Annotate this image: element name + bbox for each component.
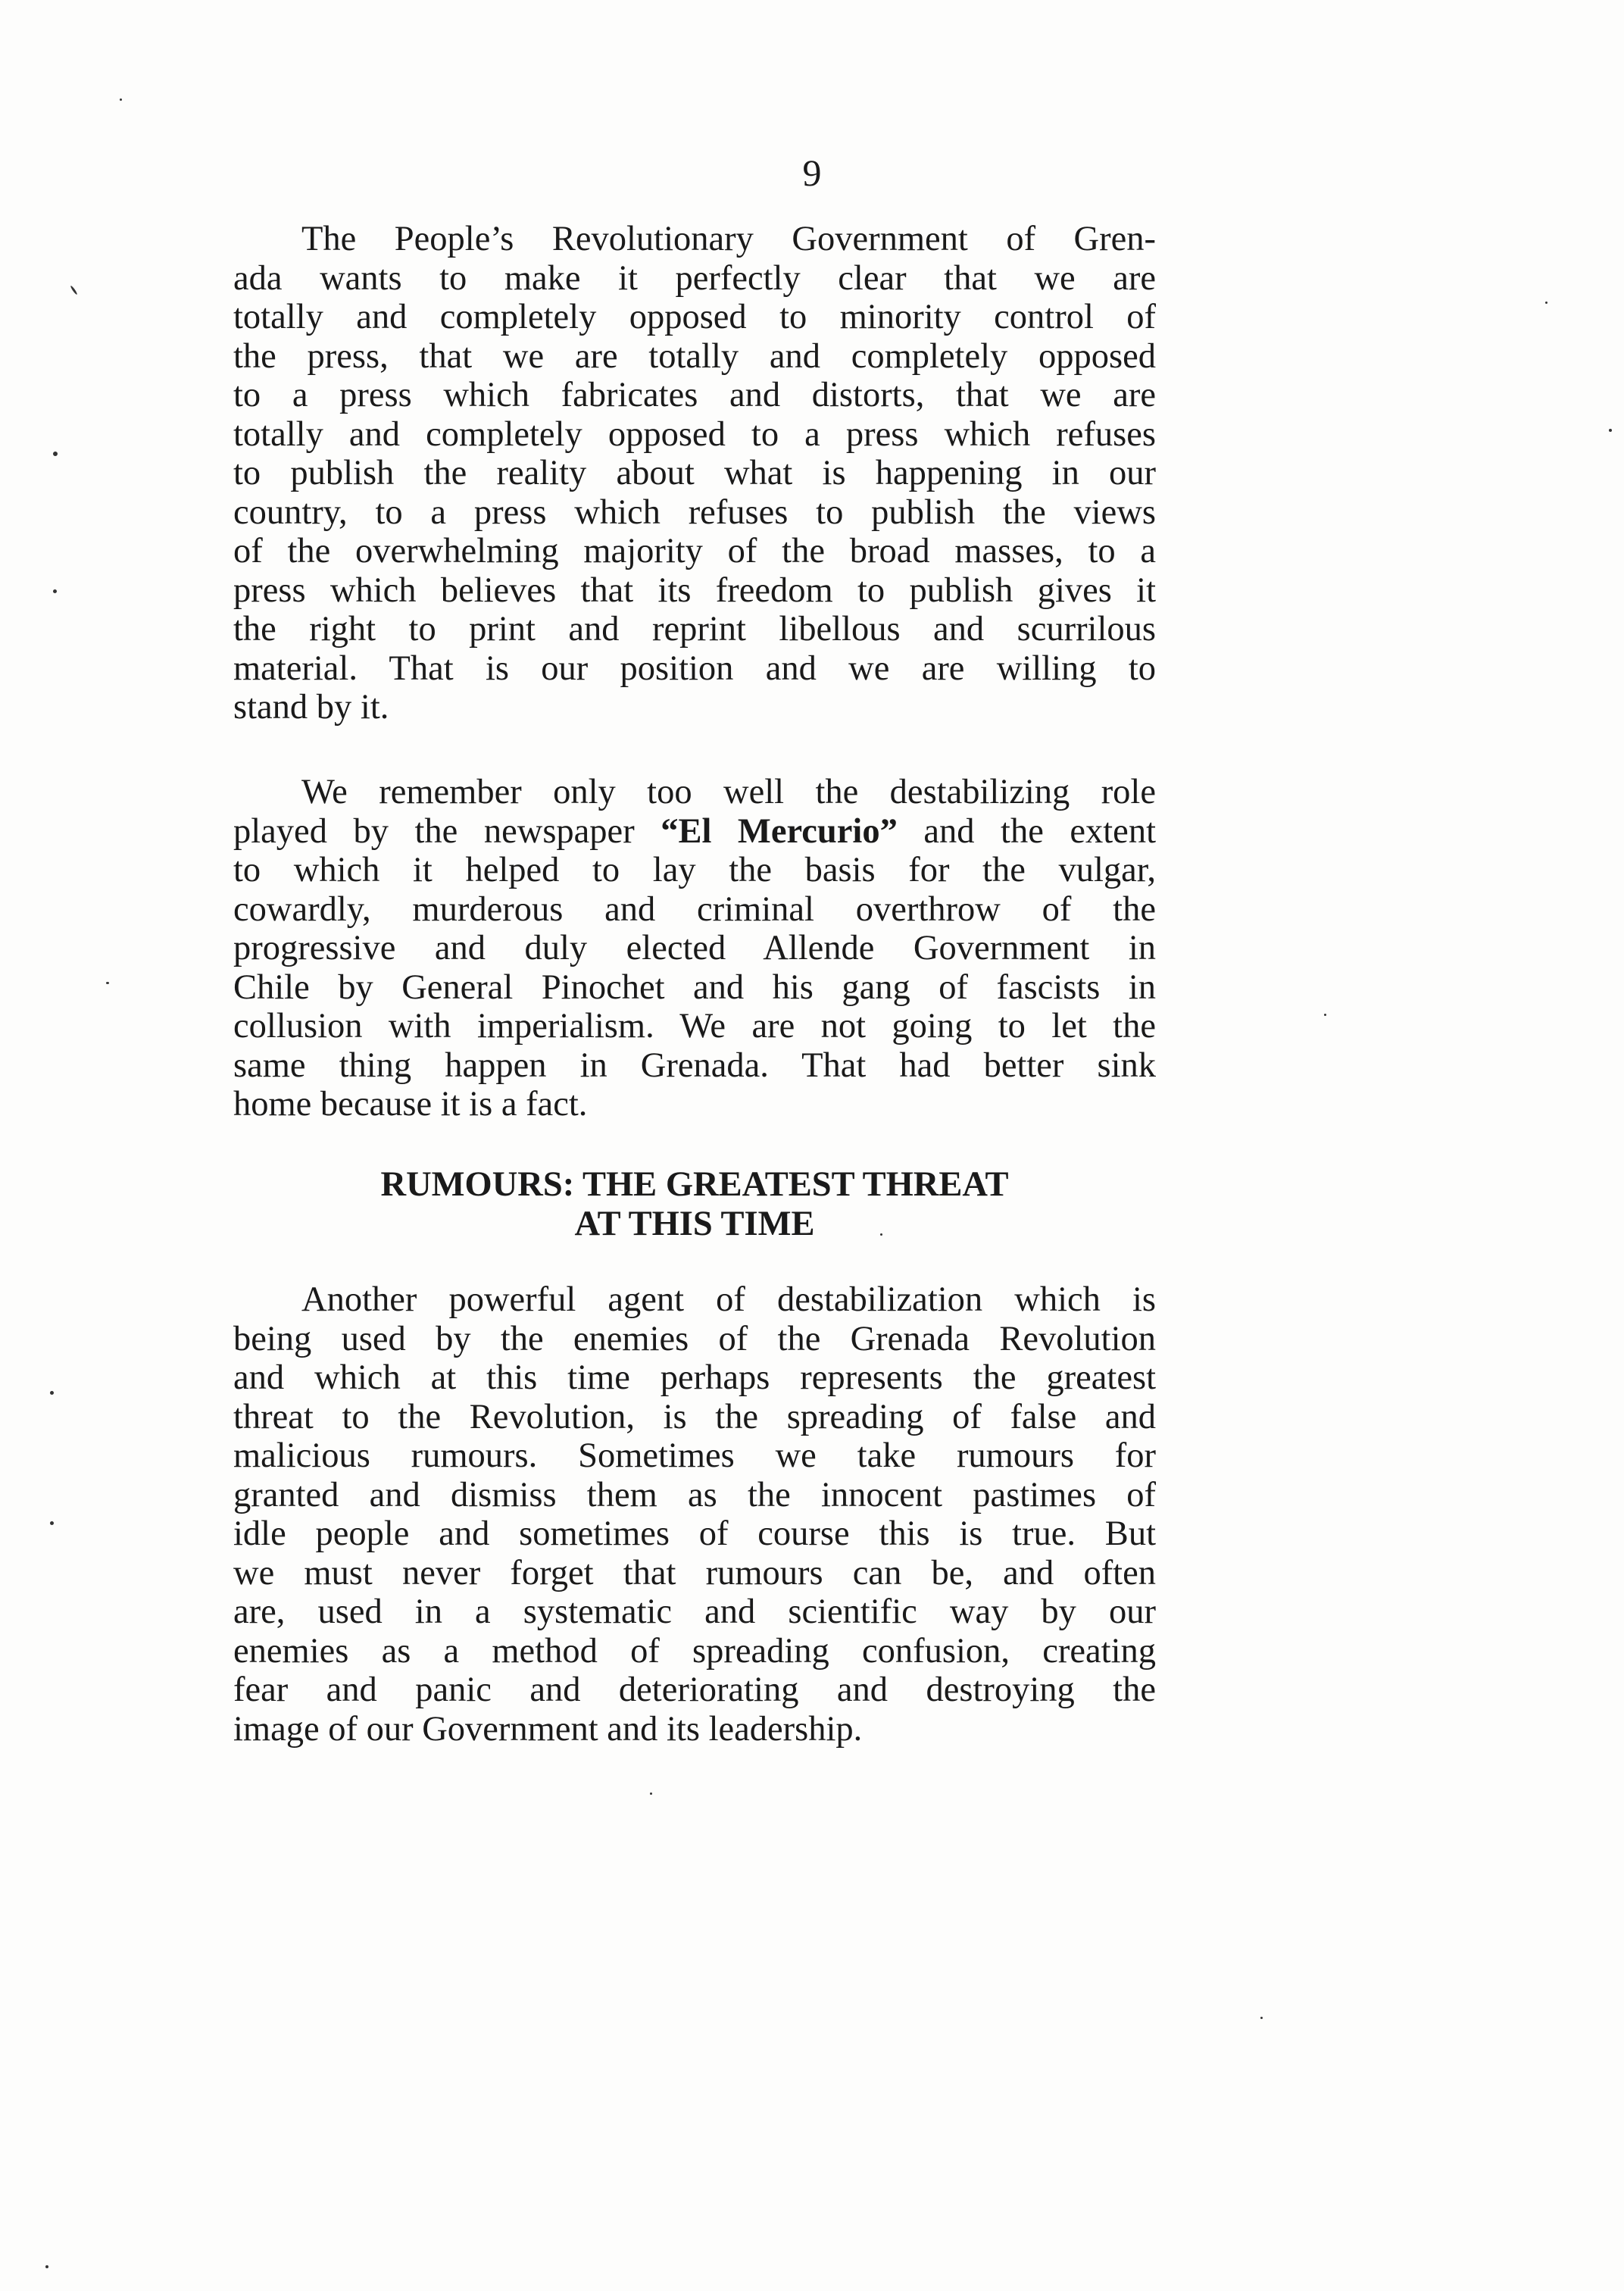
paragraph-text: and the extent bbox=[897, 811, 1156, 851]
paragraph-1 bbox=[233, 220, 1156, 727]
paragraph-line: being used by the enemies of the Grenada Revolution bbox=[233, 1319, 1156, 1358]
scan-speck bbox=[70, 285, 77, 295]
scan-speck bbox=[650, 1792, 652, 1795]
scan-speck bbox=[53, 589, 57, 593]
paragraph-line: and which at this time perhaps represents the greatest bbox=[233, 1358, 1156, 1397]
scan-speck bbox=[1324, 1014, 1326, 1016]
paragraph-line: progressive and duly elected Allende Government in bbox=[233, 929, 1156, 967]
scan-speck bbox=[1260, 2017, 1263, 2019]
scan-speck bbox=[880, 1233, 882, 1236]
paragraph-line: enemies as a method of spreading confusion, creating bbox=[233, 1631, 1156, 1671]
paragraph-2 bbox=[233, 773, 1156, 1124]
paragraph-line: to publish the reality about what is happening in our bbox=[233, 454, 1156, 492]
paragraph-line: cowardly, murderous and criminal overthrow of the bbox=[233, 889, 1156, 929]
paragraph-line: home because it is a fact. bbox=[233, 1085, 588, 1124]
paragraph-line: of the overwhelming majority of the broad masses, to a bbox=[233, 532, 1156, 570]
paragraph-line: collusion with imperialism. We are not going to let the bbox=[233, 1007, 1156, 1045]
heading-line-2: AT THIS TIME bbox=[574, 1205, 815, 1243]
scan-speck bbox=[50, 1521, 54, 1525]
paragraph-line: same thing happen in Grenada. That had better sink bbox=[233, 1045, 1156, 1085]
scan-speck bbox=[53, 452, 58, 456]
paragraph-line: country, to a press which refuses to publish the views bbox=[233, 492, 1156, 532]
paragraph-line: to which it helped to lay the basis for the vulgar, bbox=[233, 851, 1156, 889]
paragraph-line: Chile by General Pinochet and his gang of fascists in bbox=[233, 967, 1156, 1007]
scan-speck bbox=[50, 1391, 54, 1395]
paragraph-line: We remember only too well the destabilizing role bbox=[301, 773, 1156, 811]
paragraph-3 bbox=[233, 1280, 1156, 1749]
paragraph-line: press which believes that its freedom to publish gives it bbox=[233, 570, 1156, 610]
scan-speck bbox=[1545, 302, 1547, 304]
newspaper-title: “El Mercurio” bbox=[661, 811, 898, 851]
paragraph-line: totally and completely opposed to a press which refuses bbox=[233, 414, 1156, 454]
section-heading bbox=[233, 1165, 1156, 1244]
paragraph-line: the right to print and reprint libellous and scurrilous bbox=[233, 610, 1156, 649]
page-number: 9 bbox=[802, 152, 822, 194]
paragraph-line: we must never forget that rumours can be, and often bbox=[233, 1553, 1156, 1592]
paragraph-line-with-title bbox=[233, 812, 1156, 852]
paragraph-line: Another powerful agent of destabilization which is bbox=[301, 1280, 1156, 1319]
scan-speck bbox=[45, 2265, 48, 2268]
paragraph-line: The People’s Revolutionary Government of Gren- bbox=[301, 220, 1156, 258]
paragraph-line: granted and dismiss them as the innocent pastimes of bbox=[233, 1475, 1156, 1514]
paragraph-line: idle people and sometimes of course this is true. But bbox=[233, 1514, 1156, 1553]
paragraph-line: fear and panic and deteriorating and destroying the bbox=[233, 1671, 1156, 1709]
paragraph-line: totally and completely opposed to minority control of bbox=[233, 298, 1156, 336]
heading-line-1: RUMOURS: THE GREATEST THREAT bbox=[380, 1165, 1009, 1204]
scan-speck bbox=[120, 98, 122, 101]
paragraph-line: image of our Government and its leadership. bbox=[233, 1709, 863, 1749]
paragraph-line: ada wants to make it perfectly clear that we are bbox=[233, 258, 1156, 298]
scan-speck bbox=[106, 982, 109, 984]
paragraph-text: played by the newspaper bbox=[233, 811, 661, 851]
paragraph-line: threat to the Revolution, is the spreading of false and bbox=[233, 1397, 1156, 1436]
paragraph-line: malicious rumours. Sometimes we take rumours for bbox=[233, 1436, 1156, 1475]
paragraph-line: are, used in a systematic and scientific way by our bbox=[233, 1592, 1156, 1631]
paragraph-line: material. That is our position and we are willing to bbox=[233, 649, 1156, 688]
paragraph-line: stand by it. bbox=[233, 688, 389, 727]
paragraph-line: to a press which fabricates and distorts, that we are bbox=[233, 376, 1156, 414]
paragraph-line: the press, that we are totally and completely opposed bbox=[233, 336, 1156, 376]
scan-speck bbox=[1609, 429, 1612, 432]
